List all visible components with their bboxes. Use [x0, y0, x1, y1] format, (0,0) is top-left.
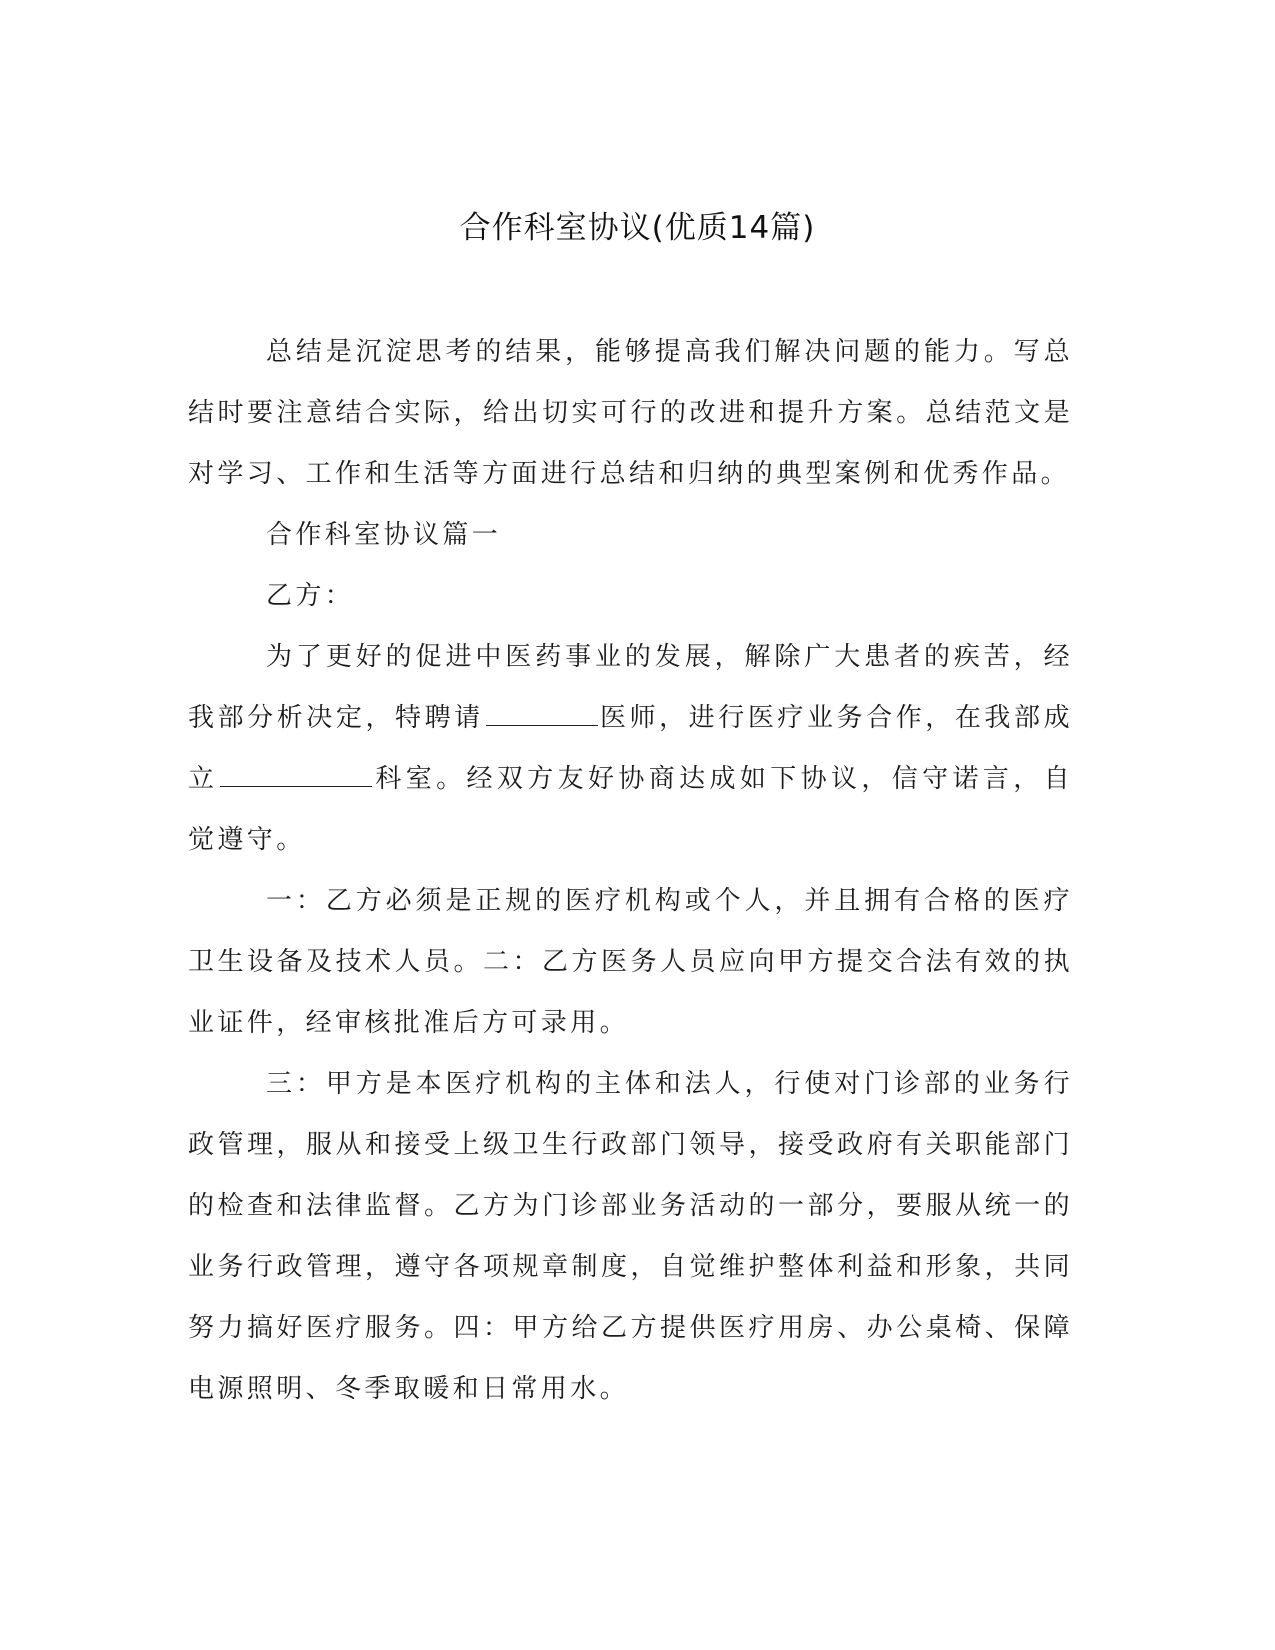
clause-1-2-paragraph: 一：乙方必须是正规的医疗机构或个人，并且拥有合格的医疗卫生设备及技术人员。二：乙方医务人员应向甲方提交合法有效的执业证件，经审核批准后方可录用。 — [188, 886, 1073, 1038]
party-b-label: 乙方： — [266, 581, 355, 611]
agreement-intro-text-3: 科室。经双方友好协商达成如下协议，信守诺言，自觉遵守。 — [188, 764, 1073, 855]
agreement-intro-text-2: 医师，进行医疗业务合作，在我部成立 — [188, 703, 1073, 794]
section-heading: 合作科室协议篇一 — [266, 520, 502, 550]
intro-paragraph: 总结是沉淀思考的结果，能够提高我们解决问题的能力。写总结时要注意结合实际，给出切实可行的改进和提升方案。总结范文是对学习、工作和生活等方面进行总结和归纳的典型案例和优秀作品。 — [188, 337, 1073, 489]
agreement-intro-paragraph — [188, 627, 1073, 871]
department-name-blank — [220, 758, 372, 787]
document-body — [188, 322, 1073, 1420]
clause-3-4-paragraph: 三：甲方是本医疗机构的主体和法人，行使对门诊部的业务行政管理，服从和接受上级卫生行政部门领导，接受政府有关职能部门的检查和法律监督。乙方为门诊部业务活动的一部分，要服从统一的业务行政管理，遵守各项规章制度，自觉维护整体利益和形象，共同努力搞好医疗服务。四：甲方给乙方提供医疗用房、办公桌椅、保障电源照明、冬季取暖和日常用水。 — [188, 1069, 1073, 1404]
doctor-name-blank — [486, 697, 598, 726]
agreement-intro-text-1: 为了更好的促进中医药事业的发展，解除广大患者的疾苦，经我部分析决定，特聘请 — [188, 642, 1073, 733]
document-title: 合作科室协议(优质14篇) — [459, 210, 816, 246]
